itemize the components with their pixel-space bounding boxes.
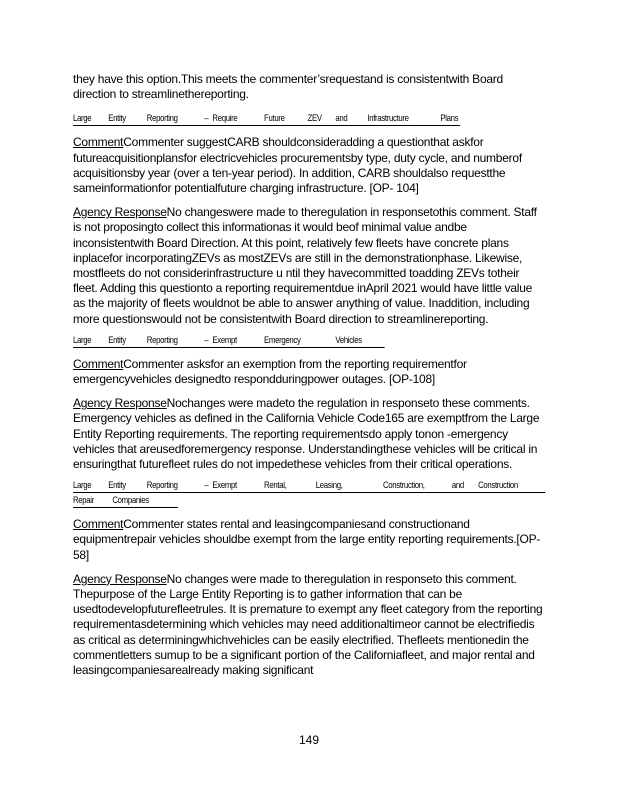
section-heading-emergency — [73, 335, 385, 348]
heading-word: Large — [73, 334, 92, 346]
heading-word: Repair — [73, 495, 94, 507]
section-heading-rental — [73, 480, 545, 492]
comment-paragraph — [73, 357, 545, 387]
heading-word: Construction, — [382, 480, 425, 492]
heading-word: ZEV — [307, 113, 322, 125]
comment-text: Commenter asksfor an exemption from the reporting requirementfor emergencyvehicles designedto respondduringpower outages. [OP-108] — [73, 356, 467, 387]
section-heading-zev-plans — [73, 113, 460, 126]
heading-word: Exempt — [212, 334, 237, 346]
heading-word: and — [451, 480, 464, 492]
heading-word: Infrastructure — [367, 113, 409, 125]
page-number: 149 — [298, 733, 320, 747]
response-text: No changeswere made to theregulation in responsetothis comment. Staff is not proposingto collect this informationas it would beof minimal value andbe inconsistentwith Board Direction. At this point, relatively few fleets have concrete plans inplacefor incorporatingZEVs as mostZEVs are still in the demonstrationphase. Likewise, mostfleets do not considerinfrastructure u ntil they havecommitted toadding ZEVs totheir fleet. Adding this questionto a reporting requirementdue inApril 2021 would have little value as the majority of fleets wouldnot be able to answer anything of value. Inaddition, including more questionswould not be consistentwith Board direction to streamlinereporting. — [73, 205, 537, 326]
heading-word: Rental, — [264, 480, 287, 492]
comment-paragraph — [73, 517, 545, 563]
agency-response-paragraph — [73, 205, 545, 327]
heading-word: Emergency — [264, 334, 301, 346]
heading-word: Exempt — [212, 480, 237, 492]
heading-word: Entity — [108, 334, 126, 346]
heading-word: Entity — [108, 480, 126, 492]
heading-word: – — [204, 113, 209, 125]
section-heading-rental-line2 — [73, 495, 178, 508]
comment-paragraph — [73, 135, 545, 196]
agency-response-label: Agency Response — [73, 571, 167, 586]
comment-label: Comment — [73, 356, 124, 371]
heading-word: and — [335, 113, 348, 125]
heading-word: Vehicles — [335, 334, 362, 346]
agency-response-label: Agency Response — [73, 205, 167, 220]
heading-word: Large — [73, 113, 92, 125]
heading-word: Reporting — [146, 480, 178, 492]
heading-word: – — [204, 334, 209, 346]
response-text: No changes were made to theregulation in responseto this comment. Thepurpose of the Large Entity Reporting is to gather information that can be usedtodevelopfuturefleetrules. It is premature to exempt any fleet category from the reporting requirementasdetermining which vehicles may need additionaltimeor cannot be electrifiedis as critical as determiningwhichvehicles can be easily electrified. Thefleets mentionedin the commentletters sumup to be a significant portion of the Californiafleet, and major rental and leasingcompaniesarealready making significant — [73, 571, 543, 678]
response-text: Nochanges were madeto the regulation in responseto these comments. Emergency vehicles as defined in the California Vehicle Code165 are exemptfrom the Large Entity Reporting requirements. The reporting requirementsdo apply tonon -emergency vehicles that areusedforemergency response. Understandingthese vehicles will be critical in ensuringthat futurefleet rules do not impedethese vehicles from their critical operations. — [73, 396, 540, 472]
agency-response-label: Agency Response — [73, 396, 167, 411]
intro-paragraph: they have this option.This meets the commenter’srequestand is consistentwith Board direction to streamlinethereporting. — [73, 72, 503, 102]
heading-word: Large — [73, 480, 92, 492]
heading-word: Leasing, — [315, 480, 343, 492]
document-page — [73, 72, 545, 678]
comment-text: Commenter states rental and leasingcompaniesand constructionand equipmentrepair vehicles shouldbe exempt from the large entity reporting requirements.[OP-58] — [73, 517, 541, 562]
agency-response-paragraph — [73, 396, 545, 472]
heading-word: Plans — [440, 113, 459, 125]
heading-word: – — [204, 480, 209, 492]
heading-word: Future — [264, 113, 285, 125]
heading-word: Companies — [112, 495, 149, 507]
heading-word: Entity — [108, 113, 126, 125]
comment-text: Commenter suggestCARB shouldconsideradding a questionthat askfor futureacquisitionplansfor electricvehicles procurementsby type, duty cycle, and numberof acquisitionsby year (over a ten-year period). In addition, CARB shouldalso requestthe sameinformationfor potentialfuture charging infrastructure. [OP- 104] — [73, 135, 522, 196]
comment-label: Comment — [73, 517, 124, 532]
heading-word: Reporting — [146, 113, 178, 125]
agency-response-paragraph — [73, 572, 545, 678]
heading-word: Reporting — [146, 334, 178, 346]
heading-word: Require — [212, 113, 238, 125]
comment-label: Comment — [73, 135, 124, 150]
heading-word: Construction — [478, 480, 518, 492]
